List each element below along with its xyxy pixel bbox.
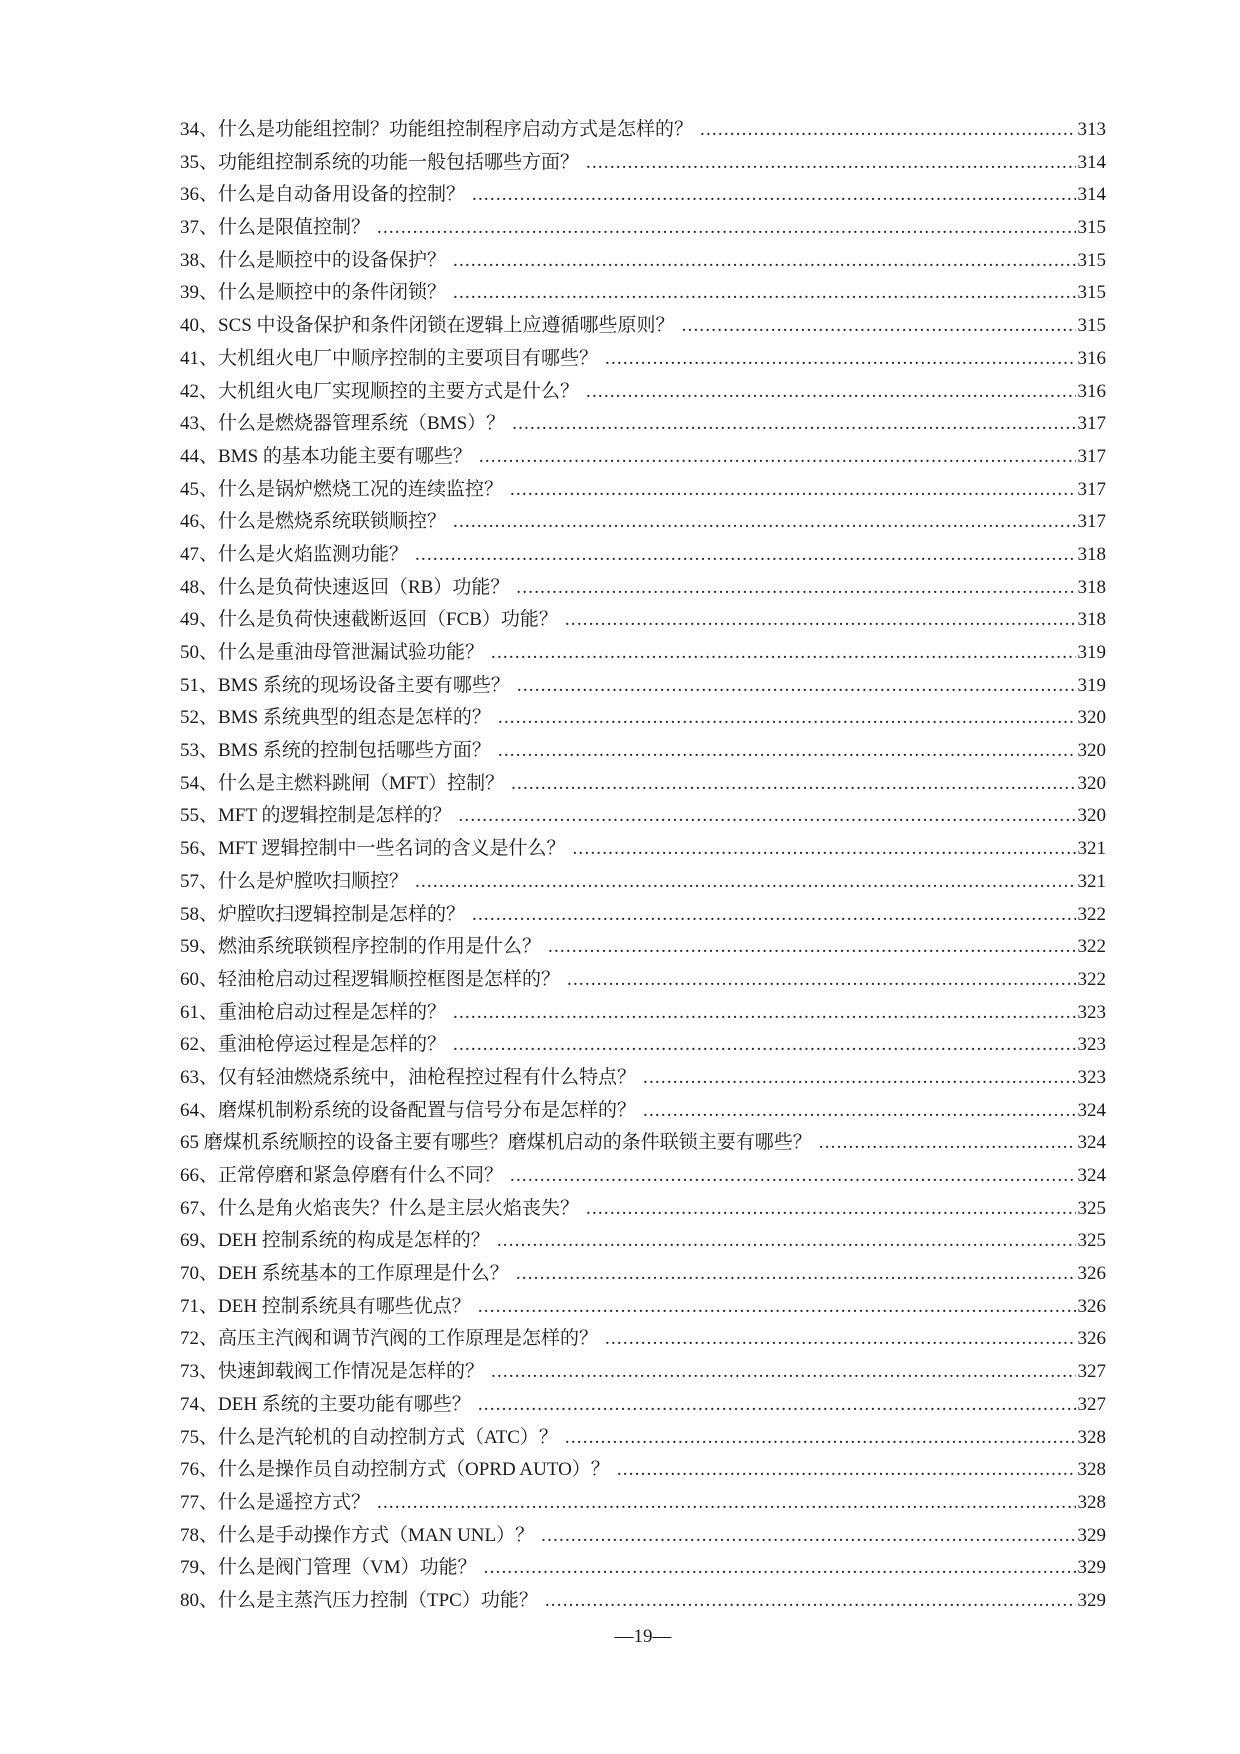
toc-entry[interactable]: [180, 277, 1106, 310]
toc-leader-dots: [700, 114, 1075, 147]
toc-entry-label: 49、什么是负荷快速截断返回（FCB）功能？: [180, 609, 558, 631]
toc-entry-label: 38、什么是顺控中的设备保护？: [180, 249, 447, 271]
toc-entry-page: 313: [1077, 119, 1106, 140]
toc-entry-label: 44、BMS 的基本功能主要有哪些？: [180, 445, 472, 467]
toc-entry-label: 37、什么是限值控制？: [180, 217, 371, 239]
toc-leader-dots: [478, 1389, 1076, 1422]
toc-entry-label: 64、磨煤机制粉系统的设备配置与信号分布是怎样的？: [180, 1099, 637, 1121]
toc-leader-dots: [517, 670, 1076, 703]
toc-leader-dots: [458, 800, 1075, 833]
toc-entry-label: 69、DEH 控制系统的构成是怎样的？: [180, 1230, 490, 1252]
toc-leader-dots: [643, 1062, 1075, 1095]
toc-entry[interactable]: [180, 1552, 1106, 1585]
toc-entry-page: 317: [1077, 445, 1106, 467]
toc-leader-dots: [491, 1356, 1075, 1389]
toc-entry[interactable]: [180, 670, 1106, 703]
toc-entry[interactable]: [180, 310, 1106, 343]
toc-leader-dots: [512, 408, 1075, 441]
toc-entry-page: 322: [1077, 936, 1106, 958]
toc-entry-page: 314: [1077, 151, 1106, 173]
toc-entry-label: 57、什么是炉膛吹扫顺控？: [180, 870, 409, 892]
toc-entry-page: 317: [1077, 478, 1106, 500]
toc-entry-page: 327: [1077, 1393, 1106, 1415]
toc-entry-label: 61、重油枪启动过程是怎样的？: [180, 1001, 447, 1023]
toc-entry-page: 317: [1077, 511, 1106, 533]
toc-entry[interactable]: [180, 572, 1106, 605]
toc-leader-dots: [472, 899, 1075, 932]
toc-entry-page: 322: [1077, 968, 1106, 990]
toc-entry-label: 65 磨煤机系统顺控的设备主要有哪些？磨煤机启动的条件联锁主要有哪些？: [180, 1132, 812, 1154]
toc-entry-label: 50、什么是重油母管泄漏试验功能？: [180, 642, 485, 663]
toc-entry-page: 314: [1077, 184, 1106, 206]
toc-leader-dots: [572, 833, 1075, 866]
toc-entry[interactable]: [180, 997, 1106, 1030]
toc-entry-page: 316: [1077, 347, 1106, 369]
toc-entry-label: 62、重油枪停运过程是怎样的？: [180, 1034, 447, 1056]
toc-entry[interactable]: [180, 539, 1106, 572]
toc-entry-label: 42、大机组火电厂实现顺控的主要方式是什么？: [180, 380, 580, 402]
toc-leader-dots: [453, 245, 1075, 278]
toc-leader-dots: [472, 179, 1075, 212]
toc-entry-page: 316: [1077, 380, 1106, 402]
toc-leader-dots: [605, 1323, 1075, 1356]
toc-leader-dots: [516, 572, 1075, 605]
toc-entry-label: 40、SCS 中设备保护和条件闭锁在逻辑上应遵循哪些原则？: [180, 315, 675, 337]
toc-entry-label: 75、什么是汽轮机的自动控制方式（ATC）？: [180, 1426, 558, 1448]
toc-entry-page: 324: [1077, 1132, 1106, 1154]
toc-entry-label: 73、快速卸载阀工作情况是怎样的？: [180, 1361, 485, 1383]
toc-entry-page: 318: [1077, 609, 1106, 631]
toc-entry-label: 52、BMS 系统典型的组态是怎样的？: [180, 707, 491, 729]
toc-entry-page: 323: [1077, 1034, 1106, 1056]
toc-leader-dots: [453, 277, 1075, 310]
toc-entry-page: 322: [1077, 903, 1106, 925]
toc-entry-label: 35、功能组控制系统的功能一般包括哪些方面？: [180, 151, 580, 173]
toc-entry-label: 39、什么是顺控中的条件闭锁？: [180, 282, 447, 304]
toc-entry[interactable]: [180, 1193, 1106, 1226]
toc-entry-label: 36、什么是自动备用设备的控制？: [180, 184, 466, 206]
toc-entry-page: 315: [1077, 315, 1106, 337]
toc-entry-label: 63、仅有轻油燃烧系统中，油枪程控过程有什么特点？: [180, 1066, 637, 1088]
toc-leader-dots: [586, 1193, 1075, 1226]
toc-entry[interactable]: [180, 1062, 1106, 1095]
toc-leader-dots: [643, 1095, 1075, 1128]
toc-entry-page: 328: [1077, 1459, 1106, 1481]
toc-entry-page: 325: [1077, 1197, 1106, 1219]
toc-leader-dots: [605, 343, 1075, 376]
toc-entry-page: 320: [1077, 805, 1106, 827]
toc-entry[interactable]: [180, 1585, 1106, 1618]
toc-leader-dots: [510, 1160, 1075, 1193]
toc-entry[interactable]: [180, 474, 1106, 507]
toc-entry-label: 60、轻油枪启动过程逻辑顺控框图是怎样的？: [180, 968, 561, 990]
toc-leader-dots: [415, 866, 1075, 899]
toc-entry-page: 324: [1077, 1165, 1106, 1186]
toc-entry-page: 321: [1077, 838, 1106, 860]
toc-leader-dots: [682, 310, 1076, 343]
toc-leader-dots: [498, 735, 1076, 768]
toc-leader-dots: [453, 997, 1075, 1030]
table-of-contents: [180, 114, 1106, 1618]
toc-entry[interactable]: [180, 506, 1106, 539]
toc-entry[interactable]: [180, 408, 1106, 441]
toc-entry[interactable]: [180, 768, 1106, 801]
toc-entry-page: 326: [1077, 1328, 1106, 1350]
toc-entry-label: 56、MFT 逻辑控制中一些名词的含义是什么？: [180, 838, 566, 860]
toc-entry[interactable]: [180, 114, 1106, 147]
toc-entry[interactable]: [180, 1389, 1106, 1422]
toc-entry[interactable]: [180, 833, 1106, 866]
toc-entry-page: 318: [1077, 576, 1106, 598]
toc-entry-page: 329: [1077, 1524, 1106, 1546]
toc-entry[interactable]: [180, 245, 1106, 278]
toc-entry[interactable]: [180, 866, 1106, 899]
toc-entry[interactable]: [180, 1029, 1106, 1062]
toc-entry-label: 54、什么是主燃料跳闸（MFT）控制？: [180, 772, 505, 794]
toc-entry[interactable]: [180, 1127, 1106, 1160]
toc-entry[interactable]: [180, 1520, 1106, 1553]
toc-entry-label: 67、什么是角火焰丧失？什么是主层火焰丧失？: [180, 1197, 580, 1219]
toc-entry[interactable]: [180, 1160, 1106, 1193]
toc-leader-dots: [497, 1225, 1076, 1258]
toc-entry-page: 315: [1077, 217, 1106, 239]
toc-leader-dots: [491, 637, 1075, 670]
toc-entry-page: 325: [1077, 1230, 1106, 1252]
toc-entry[interactable]: [180, 179, 1106, 212]
toc-entry[interactable]: [180, 1454, 1106, 1487]
toc-entry-label: 58、炉膛吹扫逻辑控制是怎样的？: [180, 903, 466, 925]
page-number-label: —19—: [614, 1626, 672, 1647]
toc-leader-dots: [415, 539, 1075, 572]
toc-entry-label: 51、BMS 系统的现场设备主要有哪些？: [180, 674, 510, 696]
toc-entry[interactable]: [180, 1422, 1106, 1455]
toc-leader-dots: [586, 376, 1075, 409]
toc-entry-label: 48、什么是负荷快速返回（RB）功能？: [180, 576, 510, 598]
toc-leader-dots: [453, 506, 1075, 539]
toc-entry[interactable]: [180, 1095, 1106, 1128]
toc-entry-page: 319: [1077, 642, 1106, 663]
toc-entry-label: 41、大机组火电厂中顺序控制的主要项目有哪些？: [180, 347, 599, 369]
toc-entry-label: 79、什么是阀门管理（VM）功能？: [180, 1557, 477, 1579]
toc-leader-dots: [545, 1585, 1076, 1618]
toc-entry[interactable]: [180, 343, 1106, 376]
toc-entry-label: 55、MFT 的逻辑控制是怎样的？: [180, 805, 452, 827]
toc-entry-label: 53、BMS 系统的控制包括哪些方面？: [180, 740, 491, 762]
toc-leader-dots: [510, 474, 1075, 507]
toc-entry[interactable]: [180, 899, 1106, 932]
toc-entry[interactable]: [180, 1487, 1106, 1520]
toc-leader-dots: [567, 964, 1075, 997]
toc-entry[interactable]: [180, 376, 1106, 409]
toc-entry-page: 320: [1077, 740, 1106, 762]
toc-leader-dots: [453, 1029, 1075, 1062]
toc-entry[interactable]: [180, 1323, 1106, 1356]
toc-entry-label: 77、什么是遥控方式？: [180, 1491, 371, 1513]
toc-entry-page: 320: [1077, 772, 1106, 794]
toc-leader-dots: [516, 1258, 1076, 1291]
toc-entry[interactable]: [180, 604, 1106, 637]
toc-entry-page: 323: [1077, 1066, 1106, 1088]
toc-leader-dots: [565, 1422, 1076, 1455]
toc-leader-dots: [478, 1291, 1076, 1324]
toc-leader-dots: [498, 702, 1076, 735]
toc-entry-page: 324: [1077, 1099, 1106, 1121]
toc-entry-label: 46、什么是燃烧系统联锁顺控？: [180, 511, 447, 533]
toc-entry-label: 34、什么是功能组控制？功能组控制程序启动方式是怎样的？: [180, 119, 694, 140]
toc-entry-page: 319: [1077, 674, 1106, 696]
toc-entry-page: 320: [1077, 707, 1106, 729]
toc-leader-dots: [484, 1552, 1076, 1585]
toc-entry-label: 74、DEH 系统的主要功能有哪些？: [180, 1393, 471, 1415]
toc-entry-page: 321: [1077, 870, 1106, 892]
toc-entry[interactable]: [180, 637, 1106, 670]
toc-entry-label: 59、燃油系统联锁程序控制的作用是什么？: [180, 936, 542, 958]
toc-entry-label: 47、什么是火焰监测功能？: [180, 543, 409, 565]
page-footer: [180, 1622, 1106, 1652]
toc-leader-dots: [586, 147, 1075, 180]
toc-entry[interactable]: [180, 1356, 1106, 1389]
toc-entry[interactable]: [180, 800, 1106, 833]
toc-entry-page: 317: [1077, 413, 1106, 435]
toc-entry-page: 315: [1077, 249, 1106, 271]
toc-entry[interactable]: [180, 441, 1106, 474]
toc-entry[interactable]: [180, 147, 1106, 180]
toc-entry-label: 66、正常停磨和紧急停磨有什么不同？: [180, 1165, 504, 1186]
toc-leader-dots: [565, 604, 1076, 637]
toc-entry-page: 326: [1077, 1295, 1106, 1317]
toc-leader-dots: [548, 931, 1075, 964]
toc-entry-page: 329: [1077, 1589, 1106, 1611]
toc-entry-label: 72、高压主汽阀和调节汽阀的工作原理是怎样的？: [180, 1328, 599, 1350]
toc-entry-page: 323: [1077, 1001, 1106, 1023]
toc-entry-label: 43、什么是燃烧器管理系统（BMS）？: [180, 413, 506, 435]
toc-entry-label: 70、DEH 系统基本的工作原理是什么？: [180, 1263, 509, 1285]
toc-entry[interactable]: [180, 212, 1106, 245]
toc-entry[interactable]: [180, 964, 1106, 997]
toc-entry-page: 328: [1077, 1426, 1106, 1448]
toc-leader-dots: [511, 768, 1075, 801]
toc-entry-label: 76、什么是操作员自动控制方式（OPRD AUTO）？: [180, 1459, 610, 1481]
toc-entry-label: 45、什么是锅炉燃烧工况的连续监控？: [180, 478, 504, 500]
toc-entry[interactable]: [180, 1291, 1106, 1324]
toc-entry[interactable]: [180, 702, 1106, 735]
toc-leader-dots: [617, 1454, 1076, 1487]
toc-entry-label: 80、什么是主蒸汽压力控制（TPC）功能？: [180, 1589, 538, 1611]
toc-entry-page: 315: [1077, 282, 1106, 304]
toc-leader-dots: [377, 212, 1075, 245]
toc-leader-dots: [479, 441, 1076, 474]
toc-entry[interactable]: [180, 1225, 1106, 1258]
toc-entry-label: 78、什么是手动操作方式（MAN UNL）？: [180, 1524, 535, 1546]
toc-leader-dots: [541, 1520, 1075, 1553]
toc-entry[interactable]: [180, 1258, 1106, 1291]
toc-entry-page: 329: [1077, 1557, 1106, 1579]
toc-entry-page: 326: [1077, 1263, 1106, 1285]
toc-entry-label: 71、DEH 控制系统具有哪些优点？: [180, 1295, 471, 1317]
toc-leader-dots: [819, 1127, 1076, 1160]
toc-entry[interactable]: [180, 931, 1106, 964]
toc-entry-page: 327: [1077, 1361, 1106, 1383]
toc-entry[interactable]: [180, 735, 1106, 768]
toc-entry-page: 318: [1077, 543, 1106, 565]
toc-entry-page: 328: [1077, 1491, 1106, 1513]
toc-leader-dots: [377, 1487, 1075, 1520]
